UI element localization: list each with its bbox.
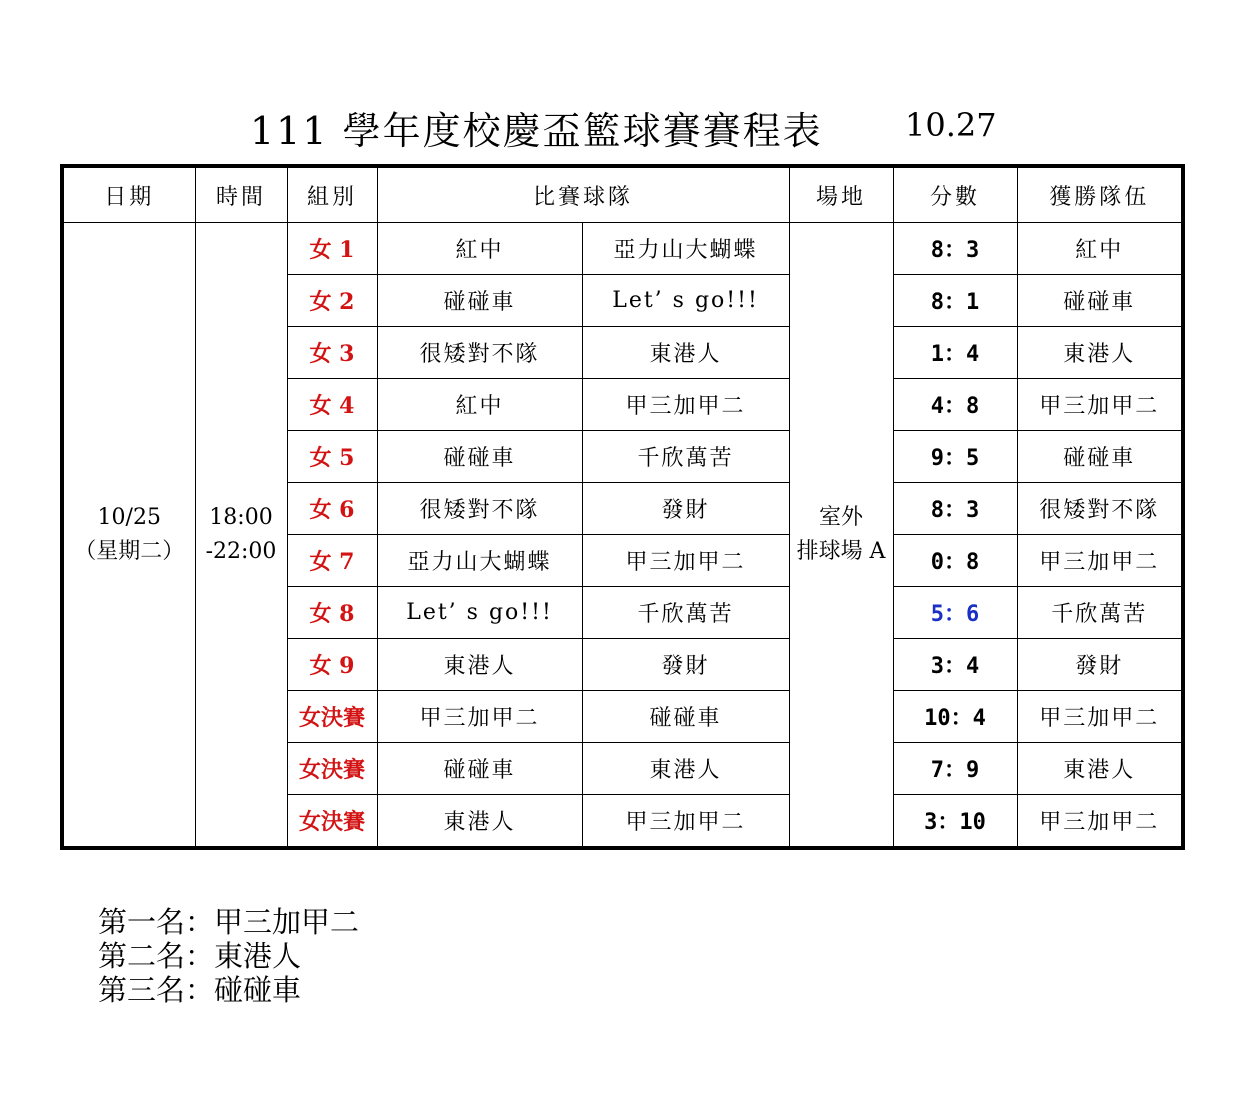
- time-end: -22:00: [205, 538, 277, 564]
- group-cell: 女決賽: [287, 691, 377, 743]
- score-cell: 8：3: [893, 483, 1017, 535]
- winner-cell: 甲三加甲二: [1017, 535, 1183, 587]
- header-group: 組別: [287, 166, 377, 223]
- team-b-cell: 甲三加甲二: [582, 379, 789, 431]
- group-cell: 女 5: [287, 431, 377, 483]
- winner-cell: 東港人: [1017, 743, 1183, 795]
- group-cell: 女 6: [287, 483, 377, 535]
- team-b-cell: 千欣萬苦: [582, 587, 789, 639]
- rank-second: 第二名：東港人: [98, 939, 302, 973]
- title-row: [0, 100, 1241, 156]
- winner-cell: 紅中: [1017, 223, 1183, 275]
- winner-cell: 東港人: [1017, 327, 1183, 379]
- rank-first: 第一名：甲三加甲二: [98, 905, 360, 939]
- team-b-cell: 甲三加甲二: [582, 795, 789, 849]
- team-a-cell: 很矮對不隊: [377, 327, 582, 379]
- winner-cell: 發財: [1017, 639, 1183, 691]
- team-a-cell: 甲三加甲二: [377, 691, 582, 743]
- time-start: 18:00: [209, 504, 273, 530]
- venue-line-2: 排球場 A: [796, 538, 886, 564]
- team-b-cell: 千欣萬苦: [582, 431, 789, 483]
- score-cell: 8：1: [893, 275, 1017, 327]
- team-a-cell: 紅中: [377, 223, 582, 275]
- group-cell: 女 4: [287, 379, 377, 431]
- header-teams: 比賽球隊: [377, 166, 789, 223]
- team-b-cell: 亞力山大蝴蝶: [582, 223, 789, 275]
- page-title: 111 學年度校慶盃籃球賽賽程表: [250, 109, 823, 153]
- header-date: 日期: [62, 166, 195, 223]
- winner-cell: 很矮對不隊: [1017, 483, 1183, 535]
- team-b-cell: 甲三加甲二: [582, 535, 789, 587]
- winner-cell: 千欣萬苦: [1017, 587, 1183, 639]
- winner-cell: 碰碰車: [1017, 431, 1183, 483]
- header-score: 分數: [893, 166, 1017, 223]
- venue-cell: [789, 223, 893, 849]
- time-cell: [195, 223, 287, 849]
- team-b-cell: 發財: [582, 483, 789, 535]
- score-cell: 8：3: [893, 223, 1017, 275]
- group-cell: 女 7: [287, 535, 377, 587]
- score-cell: 3：10: [893, 795, 1017, 849]
- score-cell: 1：4: [893, 327, 1017, 379]
- weekday-value: （星期二）: [74, 538, 185, 564]
- score-cell: 0：8: [893, 535, 1017, 587]
- team-a-cell: Let’ s go!!!: [377, 587, 582, 639]
- team-b-cell: 碰碰車: [582, 691, 789, 743]
- rank-third: 第三名：碰碰車: [98, 973, 302, 1007]
- team-a-cell: 碰碰車: [377, 431, 582, 483]
- score-cell: 7：9: [893, 743, 1017, 795]
- team-a-cell: 東港人: [377, 639, 582, 691]
- team-a-cell: 碰碰車: [377, 743, 582, 795]
- team-a-cell: 很矮對不隊: [377, 483, 582, 535]
- group-cell: 女決賽: [287, 795, 377, 849]
- group-cell: 女 2: [287, 275, 377, 327]
- venue-line-1: 室外: [819, 504, 864, 530]
- team-a-cell: 紅中: [377, 379, 582, 431]
- score-cell: 10：4: [893, 691, 1017, 743]
- team-a-cell: 亞力山大蝴蝶: [377, 535, 582, 587]
- group-cell: 女 1: [287, 223, 377, 275]
- team-a-cell: 東港人: [377, 795, 582, 849]
- winner-cell: 碰碰車: [1017, 275, 1183, 327]
- date-cell: [62, 223, 195, 849]
- group-cell: 女 8: [287, 587, 377, 639]
- score-cell: 3：4: [893, 639, 1017, 691]
- match-rows: [62, 223, 1183, 849]
- score-cell: 9：5: [893, 431, 1017, 483]
- header-venue: 場地: [789, 166, 893, 223]
- team-b-cell: Let’ s go!!!: [582, 275, 789, 327]
- group-cell: 女決賽: [287, 743, 377, 795]
- team-b-cell: 東港人: [582, 743, 789, 795]
- winner-cell: 甲三加甲二: [1017, 691, 1183, 743]
- group-cell: 女 9: [287, 639, 377, 691]
- score-cell: 4：8: [893, 379, 1017, 431]
- score-cell: 5：6: [893, 587, 1017, 639]
- date-stamp: 10.27: [905, 106, 997, 144]
- table-row: [62, 223, 1183, 275]
- schedule-table: [60, 164, 1185, 850]
- group-cell: 女 3: [287, 327, 377, 379]
- header-time: 時間: [195, 166, 287, 223]
- header-winner: 獲勝隊伍: [1017, 166, 1183, 223]
- team-b-cell: 發財: [582, 639, 789, 691]
- team-b-cell: 東港人: [582, 327, 789, 379]
- winner-cell: 甲三加甲二: [1017, 379, 1183, 431]
- date-value: 10/25: [97, 504, 161, 530]
- team-a-cell: 碰碰車: [377, 275, 582, 327]
- header-row: [62, 166, 1183, 223]
- rankings: [98, 905, 359, 1007]
- winner-cell: 甲三加甲二: [1017, 795, 1183, 849]
